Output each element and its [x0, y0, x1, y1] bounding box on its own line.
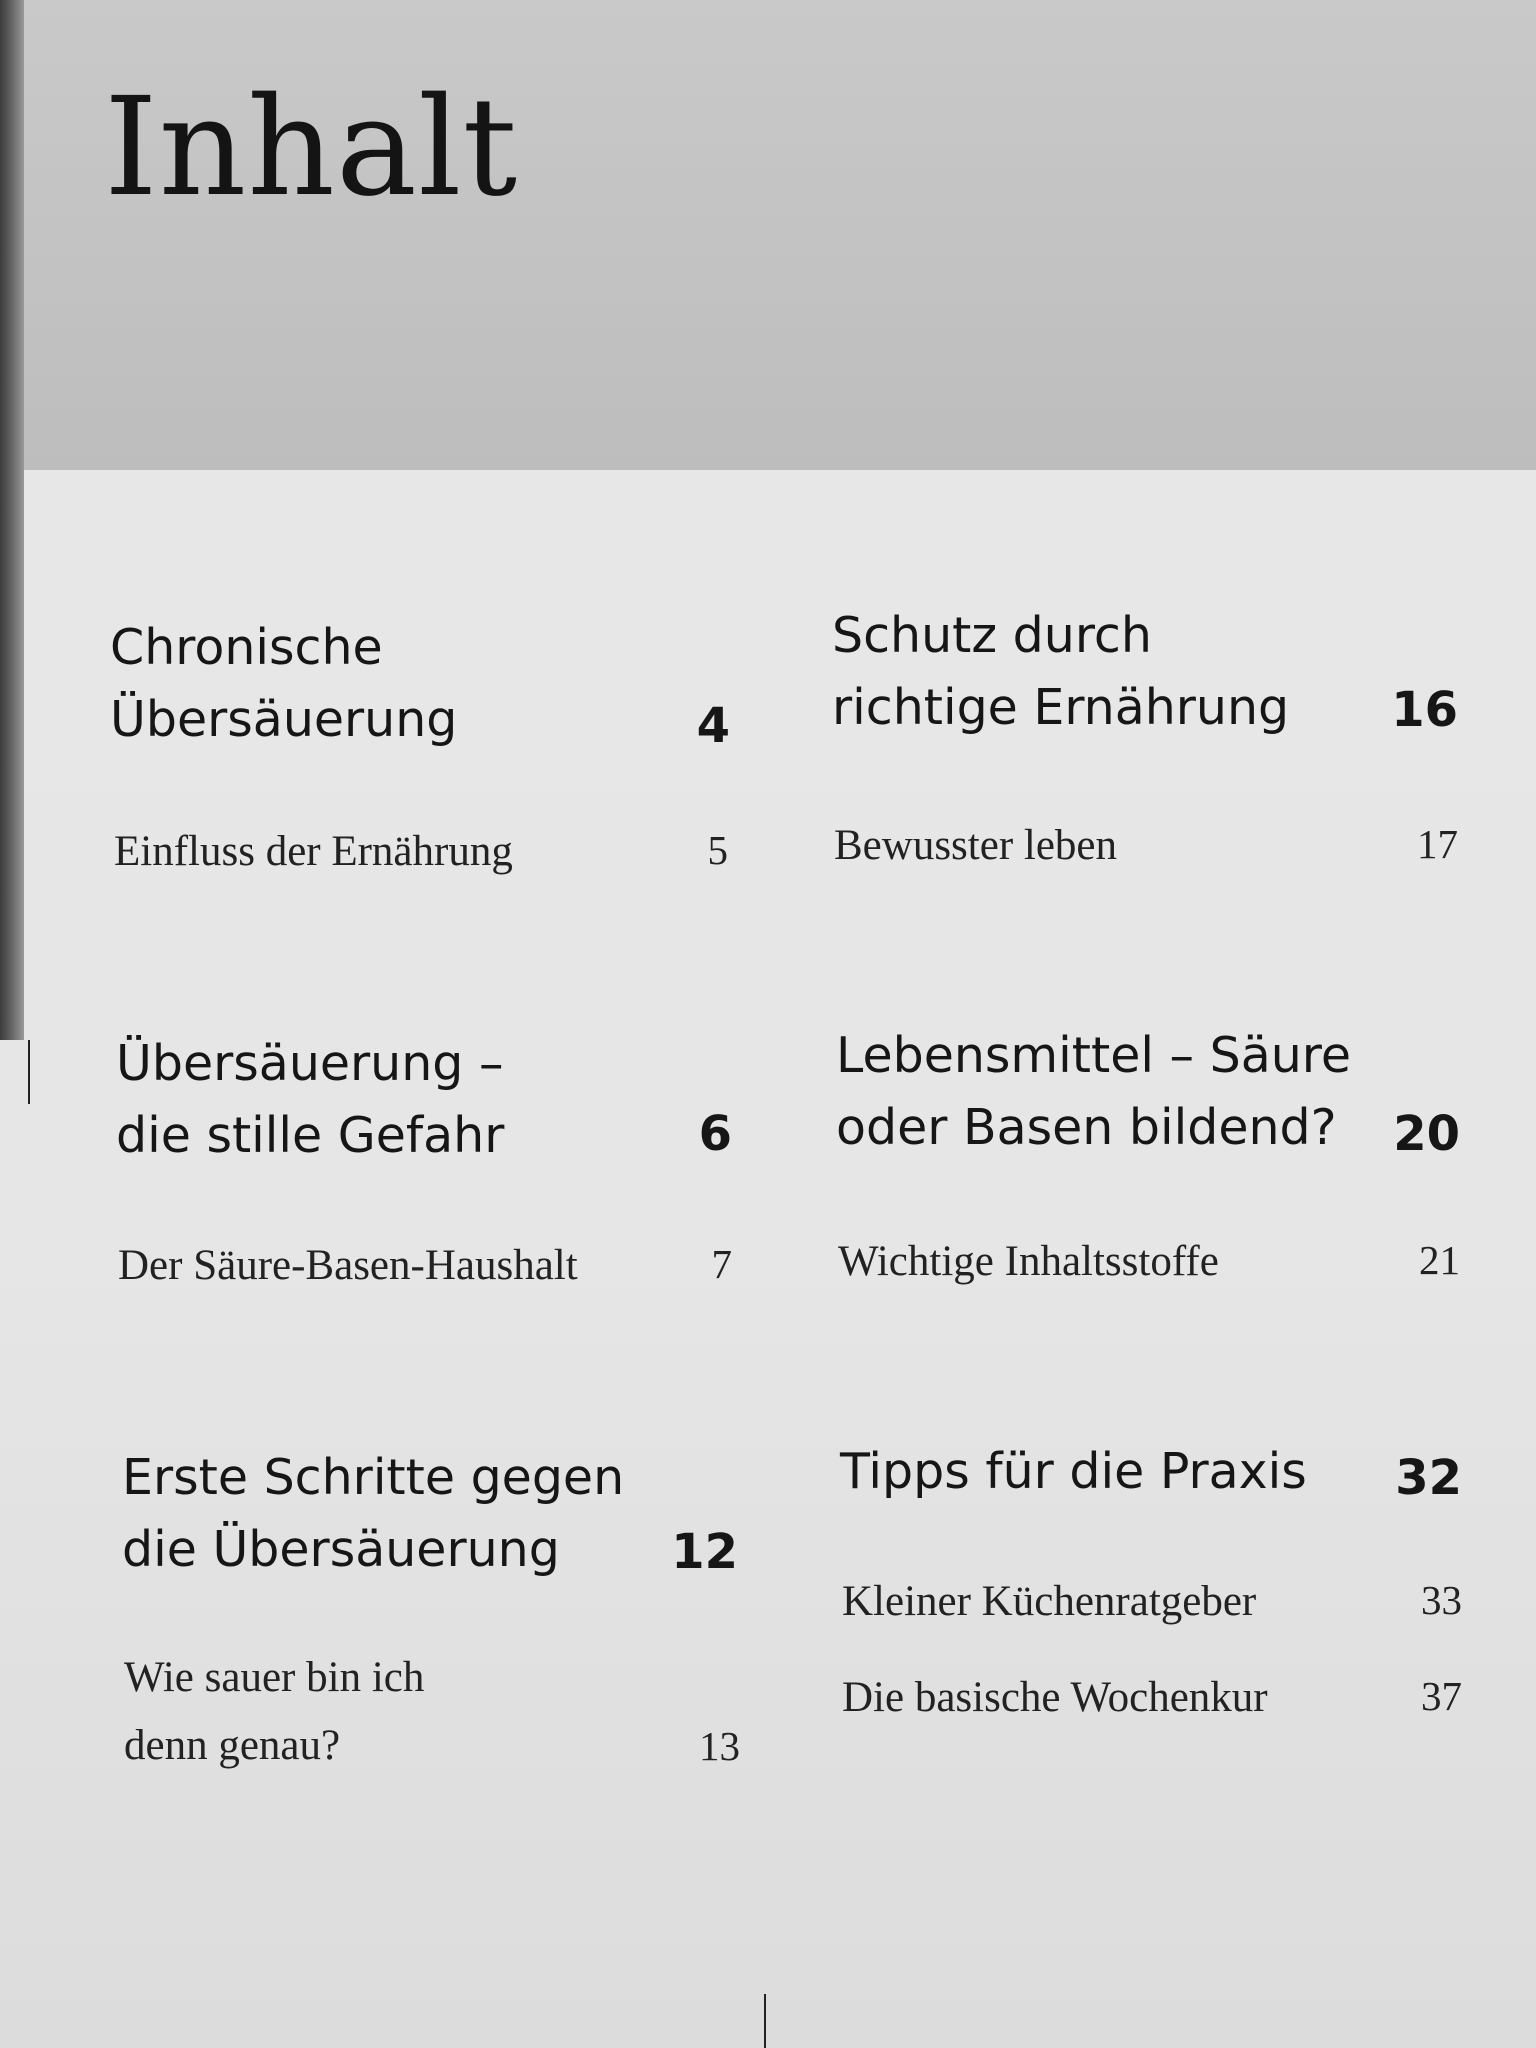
left-photo-edge: [0, 0, 24, 1040]
section-heading-die-stille-gefahr: [116, 1028, 504, 1172]
heading-line: Erste Schritte gegen: [122, 1449, 625, 1506]
entry-line: Wichtige Inhaltsstoffe: [838, 1238, 1219, 1285]
section-heading-lebensmittel: [836, 1020, 1351, 1164]
toc-entry-bewusster-leben: [834, 812, 1117, 880]
entry-line: Die basische Wochenkur: [842, 1674, 1268, 1721]
entry-page-number: 7: [711, 1241, 732, 1287]
section-page-number: 4: [696, 698, 730, 754]
section-heading-erste-schritte: [122, 1442, 624, 1586]
heading-line: Übersäuerung –: [116, 1035, 504, 1092]
toc-entry-saeure-basen-haushalt: [118, 1232, 578, 1300]
section-page-number: 16: [1391, 682, 1458, 738]
section-page-number: 6: [698, 1106, 732, 1162]
heading-line: Tipps für die Praxis: [840, 1443, 1307, 1500]
entry-line: denn genau?: [124, 1722, 341, 1769]
entry-page-number: 13: [699, 1723, 740, 1769]
section-page-number: 32: [1395, 1450, 1462, 1506]
center-rule: [764, 1994, 766, 2048]
toc-entry-kleiner-kuechenratgeber: [842, 1568, 1256, 1636]
toc-entry-basische-wochenkur: [842, 1664, 1268, 1732]
heading-line: die Übersäuerung: [122, 1521, 560, 1578]
heading-line: Lebensmittel – Säure: [836, 1027, 1352, 1084]
toc-entry-wie-sauer-bin-ich: [124, 1644, 424, 1780]
section-heading-chronische-uebersaeuerung: [110, 612, 457, 756]
page-title: Inhalt: [104, 69, 519, 227]
section-heading-schutz-durch-ernaehrung: [832, 600, 1289, 744]
left-rule: [28, 1040, 30, 1104]
section-page-number: 20: [1393, 1106, 1460, 1162]
entry-line: Bewusster leben: [834, 822, 1118, 869]
heading-line: Chronische: [110, 619, 383, 676]
heading-line: richtige Ernährung: [832, 679, 1290, 736]
entry-page-number: 21: [1419, 1237, 1460, 1283]
entry-page-number: 33: [1421, 1577, 1462, 1623]
entry-page-number: 37: [1421, 1673, 1462, 1719]
entry-page-number: 17: [1417, 821, 1458, 867]
heading-line: die stille Gefahr: [116, 1107, 505, 1164]
heading-line: oder Basen bildend?: [836, 1099, 1337, 1156]
entry-line: Einfluss der Ernährung: [114, 828, 513, 875]
toc-entry-wichtige-inhaltsstoffe: [838, 1228, 1219, 1296]
section-page-number: 12: [671, 1524, 738, 1580]
section-heading-tipps-fuer-die-praxis: [840, 1436, 1307, 1508]
heading-line: Übersäuerung: [110, 691, 458, 748]
entry-line: Der Säure-Basen-Haushalt: [118, 1242, 578, 1289]
heading-line: Schutz durch: [832, 607, 1152, 664]
entry-line: Kleiner Küchenratgeber: [842, 1578, 1257, 1625]
entry-line: Wie sauer bin ich: [124, 1654, 425, 1701]
entry-page-number: 5: [707, 827, 728, 873]
toc-entry-einfluss-der-ernaehrung: [114, 818, 513, 886]
